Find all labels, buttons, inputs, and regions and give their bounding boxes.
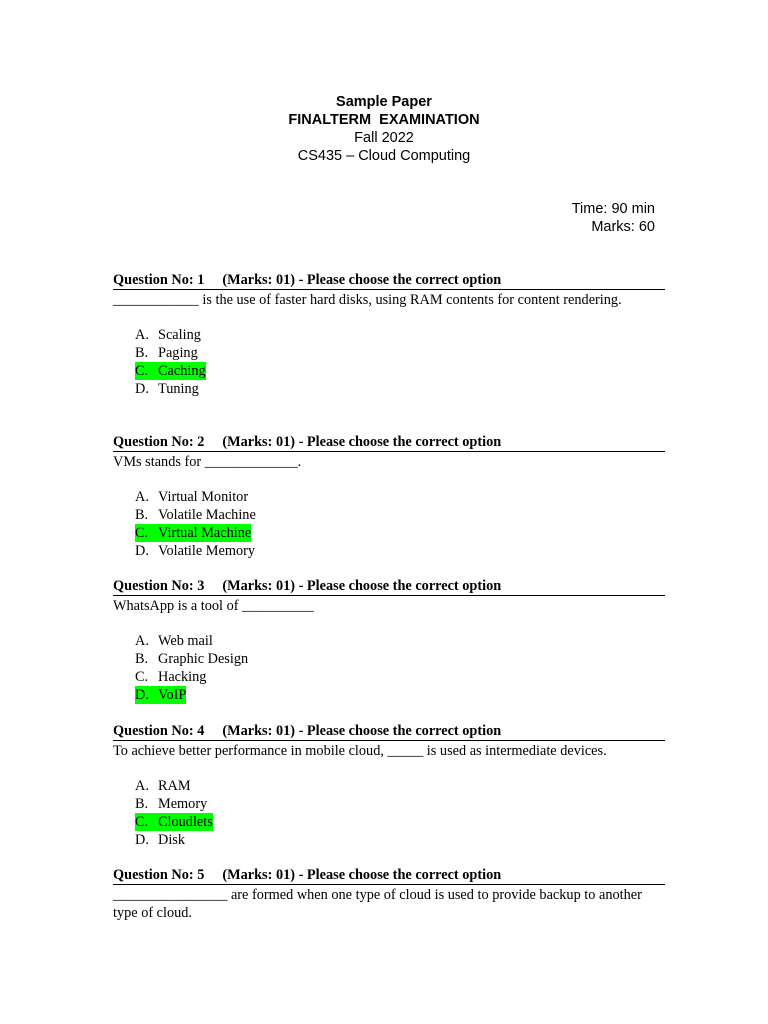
question-number: Question No: 5 — [113, 867, 205, 883]
question-header — [113, 272, 665, 290]
question-marks: (Marks: 01) - Please choose the correct option — [222, 723, 502, 739]
question-header — [113, 867, 665, 885]
question-header — [113, 723, 665, 741]
question-number: Question No: 2 — [113, 434, 205, 450]
options-list — [113, 632, 665, 704]
option-b: B. Graphic Design — [135, 651, 249, 667]
question-1 — [113, 272, 665, 398]
question-text: VMs stands for _____________. — [113, 454, 302, 470]
option-d: D. Tuning — [135, 381, 199, 397]
option-c-correct: C. Caching — [135, 363, 206, 379]
question-header — [113, 578, 665, 596]
option-d: D. Disk — [135, 832, 186, 848]
time-limit: Time: 90 min — [571, 201, 655, 217]
question-number: Question No: 3 — [113, 578, 205, 594]
exam-name: FINALTERM EXAMINATION — [288, 112, 480, 128]
question-text: To achieve better performance in mobile cloud, _____ is used as intermediate devices. — [113, 743, 607, 759]
exam-term: Fall 2022 — [354, 130, 414, 146]
total-marks: Marks: 60 — [591, 219, 655, 235]
question-marks: (Marks: 01) - Please choose the correct option — [222, 434, 502, 450]
option-a: A. Web mail — [135, 633, 213, 649]
question-3 — [113, 578, 665, 704]
exam-header — [0, 93, 768, 165]
question-marks: (Marks: 01) - Please choose the correct option — [222, 272, 502, 288]
paper-title: Sample Paper — [336, 94, 432, 110]
options-list — [113, 488, 665, 560]
question-marks: (Marks: 01) - Please choose the correct option — [222, 578, 502, 594]
option-c: C. Hacking — [135, 669, 207, 685]
course-name: CS435 – Cloud Computing — [297, 148, 471, 164]
question-5 — [113, 867, 665, 922]
option-b: B. Volatile Machine — [135, 507, 256, 523]
question-number: Question No: 4 — [113, 723, 205, 739]
question-marks: (Marks: 01) - Please choose the correct option — [222, 867, 502, 883]
option-c-correct: C. Cloudlets — [135, 814, 213, 830]
question-number: Question No: 1 — [113, 272, 205, 288]
option-d-correct: D. VoIP — [135, 687, 187, 703]
question-header — [113, 434, 665, 452]
option-a: A. Virtual Monitor — [135, 489, 249, 505]
option-c-correct: C. Virtual Machine — [135, 525, 252, 541]
options-list — [113, 326, 665, 398]
options-list — [113, 777, 665, 849]
question-text: WhatsApp is a tool of __________ — [113, 598, 314, 614]
question-text: ________________ are formed when one type of cloud is used to provide backup to another type of cloud. — [113, 887, 642, 921]
question-text: ____________ is the use of faster hard disks, using RAM contents for content rendering. — [113, 292, 622, 308]
option-b: B. Memory — [135, 796, 208, 812]
question-4 — [113, 723, 665, 849]
option-b: B. Paging — [135, 345, 198, 361]
option-a: A. Scaling — [135, 327, 201, 343]
option-a: A. RAM — [135, 778, 191, 794]
option-d: D. Volatile Memory — [135, 543, 256, 559]
exam-timing — [572, 200, 655, 236]
question-2 — [113, 434, 665, 560]
